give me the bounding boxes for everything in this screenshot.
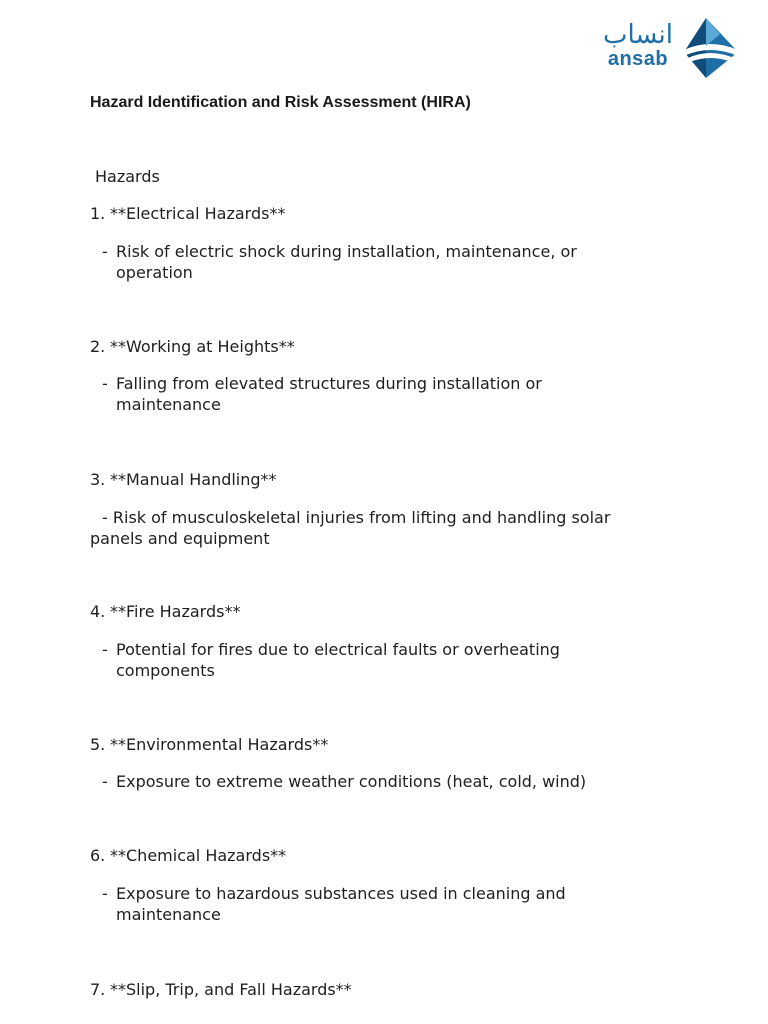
hazard-item-number: 5. [90, 735, 106, 754]
hazard-item-heading [90, 846, 286, 866]
detail-dash: - [102, 374, 108, 393]
hazard-item-title: **Working at Heights** [110, 337, 295, 356]
hazard-item-title: **Fire Hazards** [110, 602, 241, 621]
hazard-item-detail [102, 883, 622, 925]
section-heading-hazards: Hazards [95, 167, 160, 186]
detail-text: Exposure to hazardous substances used in cleaning and maintenance [116, 884, 566, 924]
logo-latin-text: ansab [607, 48, 669, 70]
hazard-item-title: **Environmental Hazards** [110, 735, 329, 754]
hazard-item-title: **Slip, Trip, and Fall Hazards** [110, 980, 352, 999]
hazard-item-heading [90, 735, 328, 755]
hazard-item-title: **Electrical Hazards** [110, 204, 286, 223]
hazard-item-detail [102, 241, 642, 283]
hazard-item-number: 4. [90, 602, 106, 621]
hazard-item-detail [102, 771, 662, 792]
document-title: Hazard Identification and Risk Assessment (HIRA) [90, 94, 471, 111]
hazard-item-heading [90, 204, 285, 224]
detail-text: Falling from elevated structures during installation or maintenance [116, 374, 542, 414]
hazard-item-number: 7. [90, 980, 106, 999]
detail-dash: - [102, 884, 108, 903]
detail-text: Risk of musculoskeletal injuries from lifting and handling solar panels and equipment [90, 508, 611, 548]
company-logo [600, 16, 740, 80]
hazard-item-detail [90, 507, 650, 549]
logo-mark-icon [680, 16, 740, 80]
hazard-item-detail [102, 373, 602, 415]
logo-arabic-text: انساب [602, 20, 674, 50]
hazard-item-heading [90, 602, 240, 622]
detail-dash: - [102, 640, 108, 659]
hazard-item-heading [90, 980, 352, 1000]
detail-dash: - [102, 508, 108, 527]
hazard-item-number: 3. [90, 470, 106, 489]
detail-text: Potential for fires due to electrical faults or overheating components [116, 640, 560, 680]
hazard-item-heading [90, 470, 277, 490]
detail-text: Exposure to extreme weather conditions (heat, cold, wind) [116, 772, 587, 791]
detail-dash: - [102, 242, 108, 261]
hazard-item-heading [90, 337, 295, 357]
hazard-item-title: **Chemical Hazards** [110, 846, 287, 865]
detail-dash: - [102, 772, 108, 791]
hazard-item-title: **Manual Handling** [110, 470, 277, 489]
hazard-item-number: 6. [90, 846, 106, 865]
hazard-item-number: 2. [90, 337, 106, 356]
hazard-item-detail [102, 639, 622, 681]
detail-text: Risk of electric shock during installation, maintenance, or operation [116, 242, 577, 282]
hazard-item-number: 1. [90, 204, 106, 223]
